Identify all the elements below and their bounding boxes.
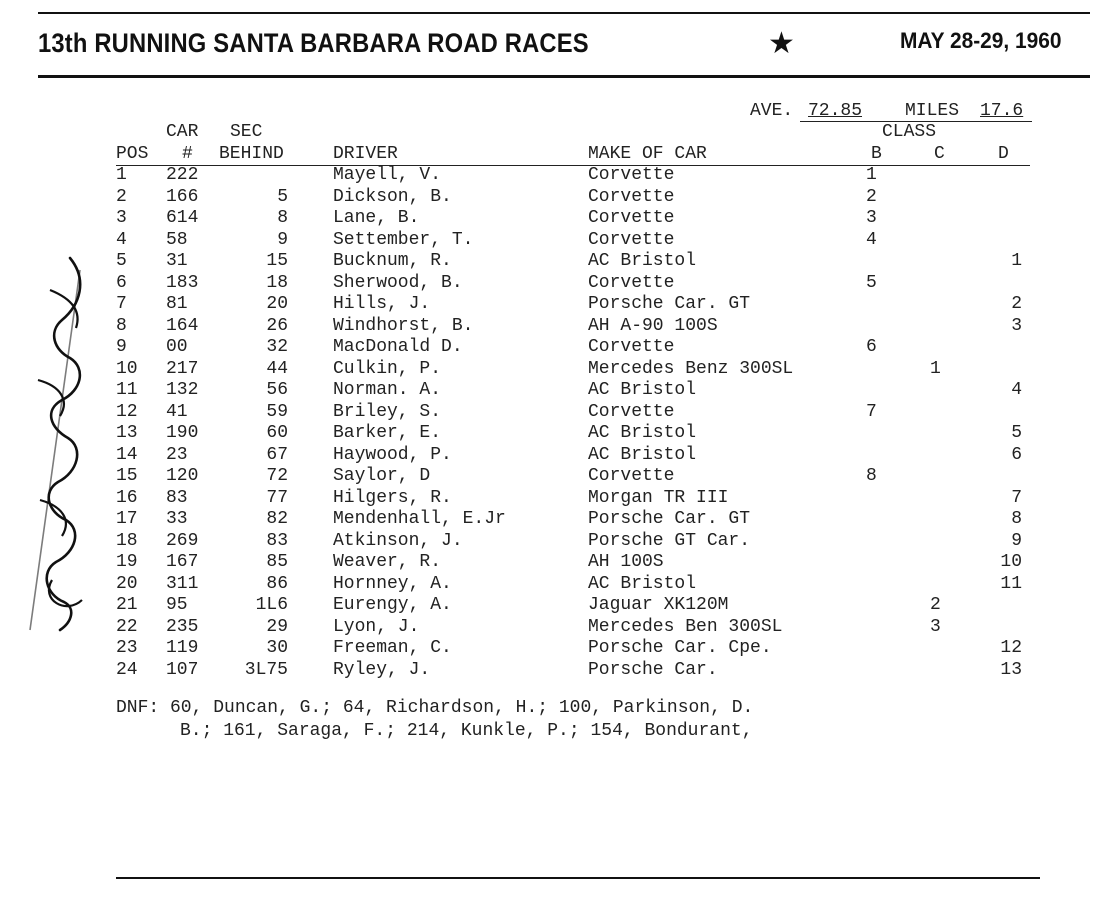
cell-class-d: 1 — [1011, 251, 1022, 271]
cell-make: AC Bristol — [588, 251, 697, 271]
handwritten-signature-icon — [10, 250, 100, 640]
cell-make: Corvette — [588, 466, 675, 486]
cell-sec-behind: 5 — [277, 186, 288, 207]
col-car-top: CAR — [166, 122, 199, 142]
cell-driver: Hilgers, R. — [333, 487, 452, 508]
cell-car-number: 167 — [166, 552, 199, 572]
cell-driver: Mayell, V. — [333, 165, 442, 185]
cell-class-d: 13 — [1000, 659, 1022, 680]
col-make: MAKE OF CAR — [588, 144, 707, 164]
race-date: MAY 28-29, 1960 — [900, 28, 1062, 53]
cell-driver: Weaver, R. — [333, 552, 442, 572]
cell-pos: 5 — [116, 251, 127, 271]
cell-class-d: 9 — [1011, 530, 1022, 551]
cell-class-d: 12 — [1000, 638, 1022, 658]
cell-pos: 3 — [116, 208, 127, 228]
cell-driver: Atkinson, J. — [333, 530, 463, 551]
cell-driver: Mendenhall, E.Jr — [333, 509, 506, 529]
cell-pos: 4 — [116, 229, 127, 250]
cell-pos: 13 — [116, 423, 138, 443]
cell-sec-behind: 18 — [266, 272, 288, 293]
table-row — [0, 638, 1100, 659]
cell-class-b: 4 — [866, 229, 877, 250]
cell-sec-behind: 85 — [266, 552, 288, 572]
table-row — [0, 380, 1100, 401]
cell-pos: 8 — [116, 315, 127, 336]
col-car-bottom: # — [182, 144, 193, 164]
table-row — [0, 445, 1100, 466]
cell-pos: 23 — [116, 638, 138, 658]
cell-car-number: 217 — [166, 358, 199, 379]
cell-sec-behind: 72 — [266, 466, 288, 486]
table-row — [0, 294, 1100, 315]
cell-car-number: 164 — [166, 315, 199, 336]
table-row — [0, 466, 1100, 487]
cell-car-number: 120 — [166, 466, 199, 486]
cell-driver: Haywood, P. — [333, 444, 452, 465]
cell-driver: Eurengy, A. — [333, 595, 452, 615]
cell-make: Corvette — [588, 208, 675, 228]
cell-sec-behind: 1L6 — [255, 595, 288, 615]
cell-class-d: 5 — [1011, 423, 1022, 443]
cell-car-number: 183 — [166, 272, 199, 293]
cell-class-c: 1 — [930, 358, 941, 379]
cell-car-number: 311 — [166, 573, 199, 594]
cell-driver: Sherwood, B. — [333, 272, 463, 293]
cell-car-number: 166 — [166, 186, 199, 207]
cell-make: Morgan TR III — [588, 487, 729, 508]
cell-class-d: 10 — [1000, 552, 1022, 572]
cell-pos: 19 — [116, 552, 138, 572]
cell-sec-behind: 3L75 — [244, 659, 288, 680]
cell-class-d: 2 — [1011, 294, 1022, 314]
average-label: AVE. — [750, 101, 794, 121]
table-row — [0, 552, 1100, 573]
cell-class-c: 3 — [930, 616, 941, 637]
table-row — [0, 574, 1100, 595]
cell-class-b: 6 — [866, 337, 877, 357]
cell-pos: 9 — [116, 337, 127, 357]
cell-pos: 10 — [116, 358, 138, 379]
cell-class-c: 2 — [930, 595, 941, 615]
cell-sec-behind: 59 — [266, 401, 288, 422]
cell-pos: 16 — [116, 487, 138, 508]
cell-car-number: 614 — [166, 208, 199, 228]
cell-pos: 15 — [116, 466, 138, 486]
table-row — [0, 230, 1100, 251]
table-row — [0, 531, 1100, 552]
cell-make: Porsche Car. GT — [588, 509, 751, 529]
cell-class-b: 2 — [866, 186, 877, 207]
cell-pos: 18 — [116, 530, 138, 551]
cell-class-d: 4 — [1011, 380, 1022, 400]
cell-driver: Ryley, J. — [333, 659, 431, 680]
cell-car-number: 00 — [166, 337, 188, 357]
table-row — [0, 617, 1100, 638]
cell-sec-behind: 44 — [266, 358, 288, 379]
cell-driver: Hills, J. — [333, 294, 431, 314]
cell-make: AC Bristol — [588, 423, 697, 443]
cell-sec-behind: 30 — [266, 638, 288, 658]
cell-driver: Freeman, C. — [333, 638, 452, 658]
cell-driver: Settember, T. — [333, 229, 474, 250]
cell-sec-behind: 9 — [277, 229, 288, 250]
top-rule — [38, 12, 1090, 14]
cell-driver: Barker, E. — [333, 423, 442, 443]
cell-driver: Saylor, D — [333, 466, 431, 486]
cell-driver: Lyon, J. — [333, 616, 420, 637]
cell-car-number: 269 — [166, 530, 199, 551]
cell-pos: 6 — [116, 272, 127, 293]
cell-pos: 17 — [116, 509, 138, 529]
cell-driver: Windhorst, B. — [333, 315, 474, 336]
miles-value: 17.6 — [980, 101, 1024, 121]
col-class-b: B — [871, 144, 882, 164]
cell-pos: 24 — [116, 659, 138, 680]
col-pos: POS — [116, 144, 149, 164]
cell-sec-behind: 15 — [266, 251, 288, 271]
col-class-label: CLASS — [882, 122, 937, 142]
cell-class-d: 11 — [1000, 573, 1022, 594]
cell-car-number: 132 — [166, 380, 199, 400]
cell-sec-behind: 29 — [266, 616, 288, 637]
cell-pos: 22 — [116, 616, 138, 637]
cell-car-number: 190 — [166, 423, 199, 443]
cell-pos: 2 — [116, 186, 127, 207]
cell-class-d: 6 — [1011, 444, 1022, 465]
cell-driver: Hornney, A. — [333, 573, 452, 594]
cell-make: Corvette — [588, 401, 675, 422]
cell-make: Corvette — [588, 229, 675, 250]
cell-sec-behind: 26 — [266, 315, 288, 336]
cell-sec-behind: 32 — [266, 337, 288, 357]
cell-sec-behind: 60 — [266, 423, 288, 443]
cell-pos: 1 — [116, 165, 127, 185]
table-row — [0, 273, 1100, 294]
cell-driver: Culkin, P. — [333, 358, 442, 379]
cell-sec-behind: 67 — [266, 444, 288, 465]
table-row — [0, 165, 1100, 186]
page-title: 13th RUNNING SANTA BARBARA ROAD RACES — [38, 28, 589, 58]
average-value: 72.85 — [808, 101, 863, 121]
cell-class-d: 8 — [1011, 509, 1022, 529]
cell-car-number: 222 — [166, 165, 199, 185]
cell-driver: Norman. A. — [333, 380, 442, 400]
dnf-list — [116, 697, 896, 743]
cell-pos: 11 — [116, 380, 138, 400]
cell-car-number: 58 — [166, 229, 188, 250]
cell-sec-behind: 82 — [266, 509, 288, 529]
cell-car-number: 81 — [166, 294, 188, 314]
dnf-line-2: B.; 161, Saraga, F.; 214, Kunkle, P.; 154, Bondurant, — [180, 721, 753, 741]
col-class-c: C — [934, 144, 945, 164]
table-row — [0, 208, 1100, 229]
table-row — [0, 509, 1100, 530]
table-row — [0, 488, 1100, 509]
cell-driver: Lane, B. — [333, 208, 420, 228]
cell-make: AC Bristol — [588, 573, 697, 594]
cell-class-b: 8 — [866, 466, 877, 486]
table-row — [0, 402, 1100, 423]
cell-driver: Dickson, B. — [333, 186, 452, 207]
cell-make: Corvette — [588, 337, 675, 357]
cell-pos: 21 — [116, 595, 138, 615]
cell-sec-behind: 56 — [266, 380, 288, 400]
cell-sec-behind: 20 — [266, 294, 288, 314]
col-sec-top: SEC — [230, 122, 263, 142]
table-row — [0, 316, 1100, 337]
cell-sec-behind: 83 — [266, 530, 288, 551]
dnf-line-1: DNF: 60, Duncan, G.; 64, Richardson, H.; 100, Parkinson, D. — [116, 698, 754, 718]
cell-make: Jaguar XK120M — [588, 595, 729, 615]
cell-make: Porsche Car. Cpe. — [588, 638, 772, 658]
col-sec-bottom: BEHIND — [219, 144, 284, 164]
header-rule — [38, 75, 1090, 78]
miles-label: MILES — [905, 101, 960, 121]
cell-car-number: 31 — [166, 251, 188, 271]
cell-make: AH A-90 100S — [588, 315, 718, 336]
cell-class-d: 7 — [1011, 487, 1022, 508]
cell-class-b: 3 — [866, 208, 877, 228]
cell-pos: 14 — [116, 444, 138, 465]
cell-make: AC Bristol — [588, 380, 697, 400]
table-row — [0, 660, 1100, 681]
cell-make: Corvette — [588, 165, 675, 185]
cell-car-number: 83 — [166, 487, 188, 508]
cell-driver: Briley, S. — [333, 401, 442, 422]
cell-make: Mercedes Benz 300SL — [588, 358, 794, 379]
cell-pos: 20 — [116, 573, 138, 594]
cell-make: AC Bristol — [588, 444, 697, 465]
cell-car-number: 95 — [166, 595, 188, 615]
cell-pos: 12 — [116, 401, 138, 422]
cell-class-b: 7 — [866, 401, 877, 422]
cell-car-number: 33 — [166, 509, 188, 529]
cell-make: AH 100S — [588, 552, 664, 572]
cell-make: Corvette — [588, 272, 675, 293]
cell-class-b: 1 — [866, 165, 877, 185]
cell-make: Mercedes Ben 300SL — [588, 616, 783, 637]
cell-sec-behind: 86 — [266, 573, 288, 594]
cell-sec-behind: 77 — [266, 487, 288, 508]
cell-make: Porsche Car. GT — [588, 294, 751, 314]
bottom-rule — [116, 877, 1040, 879]
cell-sec-behind: 8 — [277, 208, 288, 228]
cell-car-number: 235 — [166, 616, 199, 637]
table-row — [0, 423, 1100, 444]
cell-make: Porsche Car. — [588, 659, 718, 680]
cell-pos: 7 — [116, 294, 127, 314]
cell-car-number: 107 — [166, 659, 199, 680]
cell-make: Porsche GT Car. — [588, 530, 751, 551]
cell-class-b: 5 — [866, 272, 877, 293]
cell-driver: MacDonald D. — [333, 337, 463, 357]
star-icon: ★ — [768, 26, 795, 61]
table-row — [0, 251, 1100, 272]
cell-driver: Bucknum, R. — [333, 251, 452, 271]
col-class-d: D — [998, 144, 1009, 164]
cell-class-d: 3 — [1011, 315, 1022, 336]
table-row — [0, 595, 1100, 616]
table-row — [0, 187, 1100, 208]
cell-car-number: 119 — [166, 638, 199, 658]
cell-car-number: 41 — [166, 401, 188, 422]
table-row — [0, 337, 1100, 358]
table-row — [0, 359, 1100, 380]
cell-car-number: 23 — [166, 444, 188, 465]
col-driver: DRIVER — [333, 144, 398, 164]
cell-make: Corvette — [588, 186, 675, 207]
